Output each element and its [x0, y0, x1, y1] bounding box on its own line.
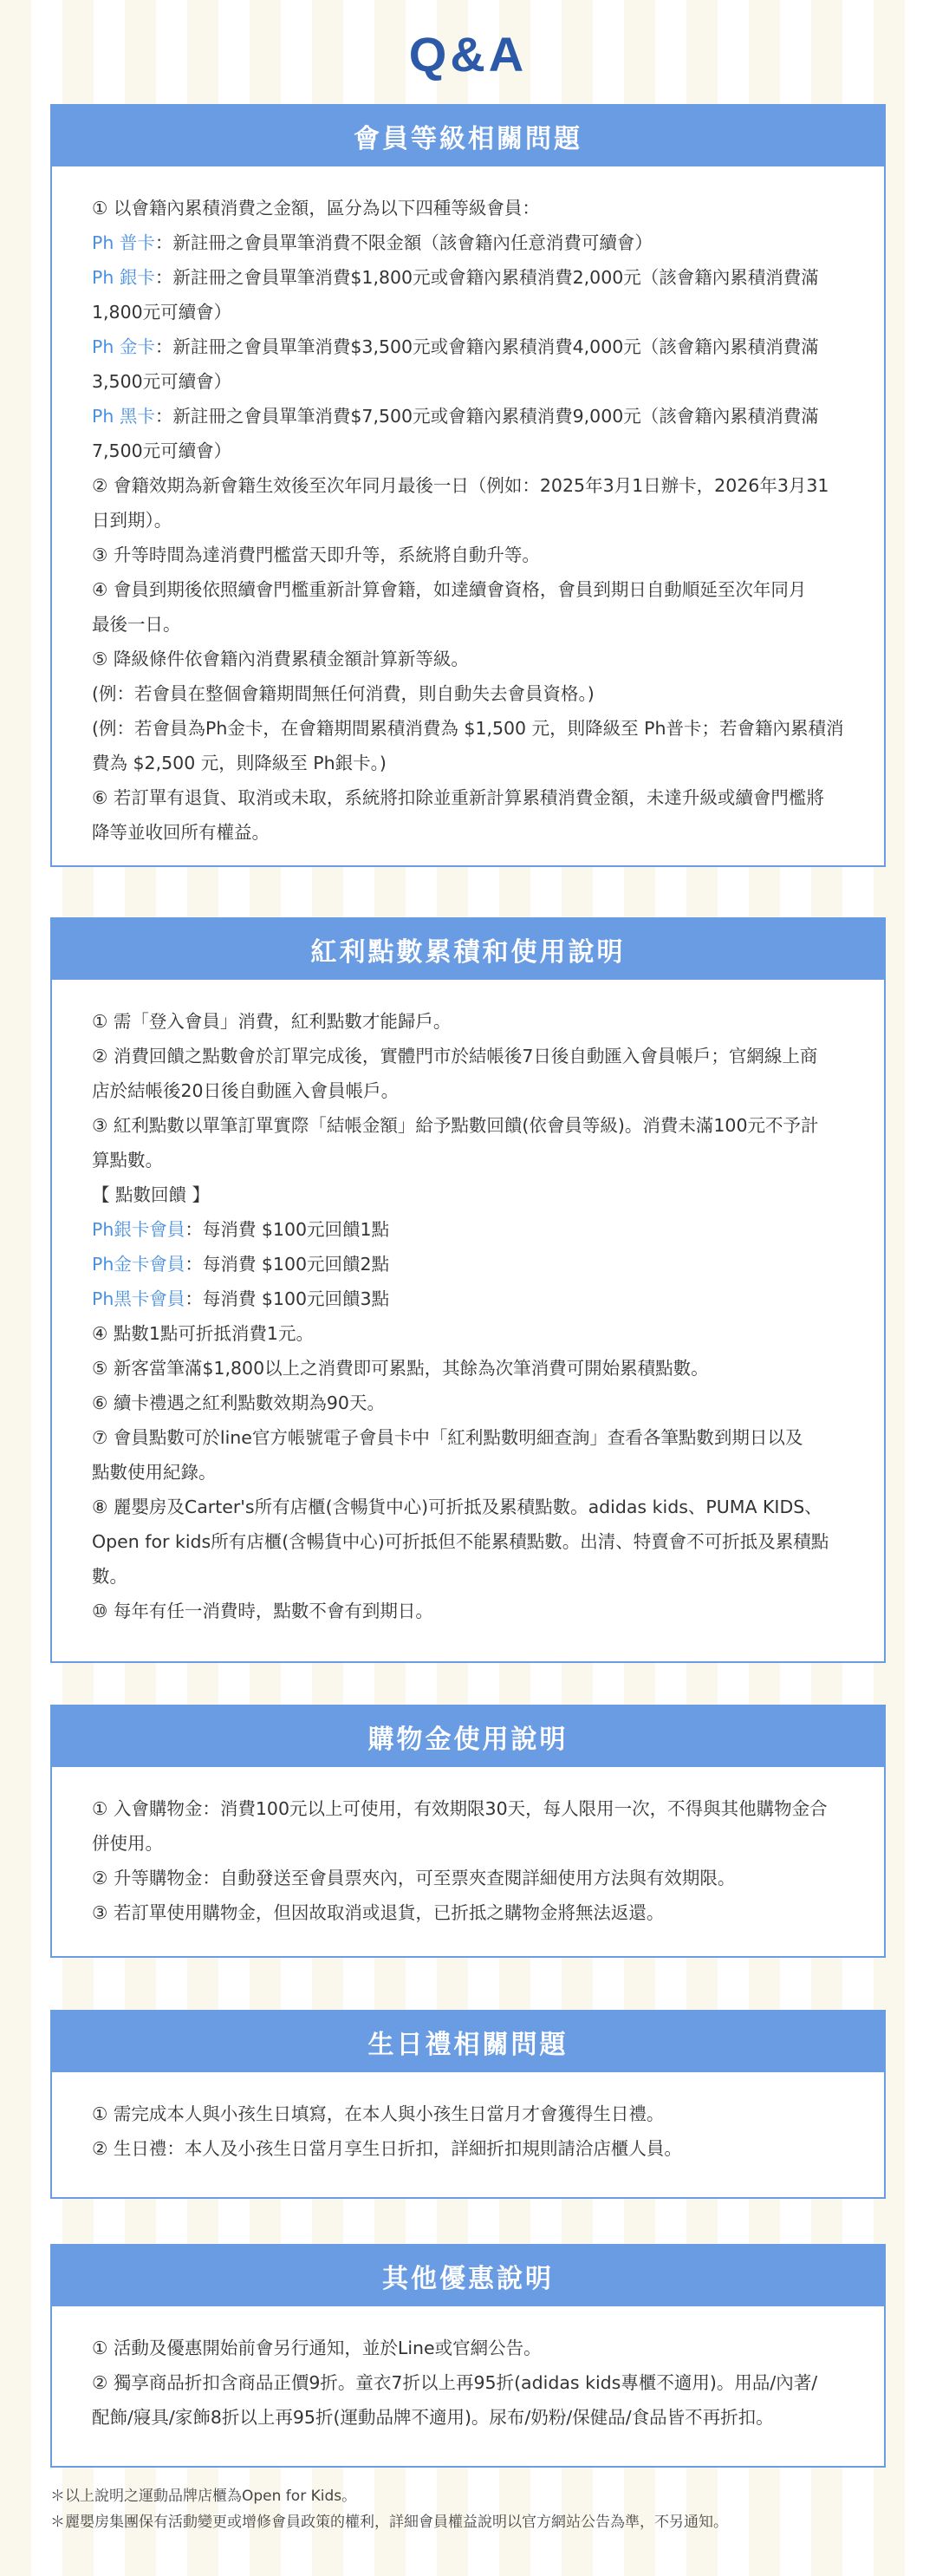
line-text: ：新註冊之會員單筆消費$1,800元或會籍內累積消費2,000元（該會籍內累積消費滿: [154, 267, 819, 288]
text-line: [92, 2365, 844, 2400]
tier-label: Ph 黑卡: [92, 406, 155, 427]
page-title: Q&A: [408, 27, 528, 82]
text-line: [92, 676, 844, 711]
line-text: ① 入會購物金：消費100元以上可使用，有效期限30天，每人限用一次，不得與其他購物金合: [92, 1798, 828, 1819]
line-text: ② 會籍效期為新會籍生效後至次年同月最後一日（例如：2025年3月1日辦卡，2026年3月31: [92, 475, 829, 496]
line-text: 併使用。: [92, 1833, 163, 1854]
line-text: ① 需「登入會員」消費，紅利點數才能歸戶。: [92, 1011, 452, 1032]
section-body: [52, 166, 884, 867]
footnotes: [50, 2483, 886, 2535]
section-body: [52, 2306, 884, 2452]
line-text: ② 升等購物金：自動發送至會員票夾內，可至票夾查閱詳細使用方法與有效期限。: [92, 1868, 736, 1888]
text-line: [92, 1420, 844, 1455]
section-shopping-credit: [50, 1705, 886, 1958]
line-text: ③ 紅利點數以單筆訂單實際「結帳金額」給予點數回饋(依會員等級)。消費未滿100元不予計: [92, 1115, 819, 1136]
line-text: ② 消費回饋之點數會於訂單完成後，實體門市於結帳後7日後自動匯入會員帳戶；官網線上商: [92, 1046, 818, 1066]
text-line: [92, 1524, 844, 1559]
text-line: [92, 815, 844, 850]
text-line: [92, 572, 844, 607]
tier-label: Ph 普卡: [92, 232, 155, 253]
text-line: [92, 2097, 844, 2131]
footnote: ＊以上說明之運動品牌店櫃為Open for Kids。: [50, 2488, 357, 2505]
text-line: [92, 607, 844, 642]
text-line: [92, 1594, 844, 1628]
text-line: [92, 329, 844, 364]
section-header: 購物金使用說明: [52, 1706, 884, 1767]
text-line: [92, 191, 844, 225]
line-text: ④ 點數1點可折抵消費1元。: [92, 1323, 314, 1344]
text-line: [92, 1455, 844, 1490]
text-line: [92, 1559, 844, 1594]
text-line: [92, 1004, 844, 1039]
line-text: ③ 若訂單使用購物金，但因故取消或退貨，已折抵之購物金將無法返還。: [92, 1902, 665, 1923]
tier-label: Ph 金卡: [92, 336, 155, 357]
section-membership-levels: [50, 104, 886, 867]
line-text: Open for kids所有店櫃(含暢貨中心)可折抵但不能累積點數。出清、特賣會不可折抵及累積點: [92, 1531, 829, 1552]
section-birthday-gift: [50, 2010, 886, 2199]
text-line: [92, 1212, 844, 1247]
line-text: ④ 會員到期後依照續會門檻重新計算會籍，如達續會資格，會員到期日自動順延至次年同月: [92, 579, 807, 600]
line-text: ⑥ 若訂單有退貨、取消或未取，系統將扣除並重新計算累積消費金額，未達升級或續會門檻將: [92, 787, 824, 808]
section-body: [52, 1767, 884, 1947]
text-line: [92, 1108, 844, 1143]
text-line: [92, 2331, 844, 2365]
line-text: ：新註冊之會員單筆消費不限金額（該會籍內任意消費可續會）: [154, 232, 653, 253]
section-body: [52, 2072, 884, 2183]
section-header: 生日禮相關問題: [52, 2012, 884, 2072]
line-text: ：每消費 $100元回饋1點: [185, 1219, 390, 1240]
tier-label: Ph銀卡會員: [92, 1219, 185, 1240]
text-line: [92, 260, 844, 295]
text-line: [92, 711, 844, 746]
line-text: ：每消費 $100元回饋2點: [185, 1254, 390, 1275]
line-text: 費為 $2,500 元，則降級至 Ph銀卡。): [92, 753, 387, 773]
text-line: [92, 1039, 844, 1073]
line-text: 配飾/寢具/家飾8折以上再95折(運動品牌不適用)。尿布/奶粉/保健品/食品皆不再折扣。: [92, 2407, 774, 2428]
line-text: ：新註冊之會員單筆消費$3,500元或會籍內累積消費4,000元（該會籍內累積消費滿: [154, 336, 819, 357]
text-line: [92, 1490, 844, 1524]
text-line: [92, 1861, 844, 1895]
line-text: ② 獨享商品折扣含商品正價9折。童衣7折以上再95折(adidas kids專櫃不適用)。用品/內著/: [92, 2372, 818, 2393]
line-text: 日到期）。: [92, 510, 172, 531]
section-header: 會員等級相關問題: [52, 106, 884, 166]
text-line: [92, 1316, 844, 1351]
text-line: [92, 434, 844, 468]
text-line: [92, 1791, 844, 1826]
footnote: ＊麗嬰房集團保有活動變更或增修會員政策的權利，詳細會員權益說明以官方網站公告為準，不另通知。: [50, 2514, 728, 2531]
text-line: [92, 1895, 844, 1930]
line-text: (例：若會員在整個會籍期間無任何消費，則自動失去會員資格。): [92, 683, 595, 704]
line-text: ① 需完成本人與小孩生日填寫，在本人與小孩生日當月才會獲得生日禮。: [92, 2103, 665, 2124]
line-text: (例：若會員為Ph金卡，在會籍期間累積消費為 $1,500 元，則降級至 Ph普卡；若會籍內累積消: [92, 718, 844, 739]
line-text: 【 點數回饋 】: [92, 1184, 211, 1205]
text-line: [92, 1177, 844, 1212]
text-line: [92, 503, 844, 538]
text-line: [92, 399, 844, 434]
text-line: [92, 1143, 844, 1177]
text-line: [92, 1386, 844, 1420]
text-line: [92, 468, 844, 503]
line-text: ① 活動及優惠開始前會另行通知，並於Line或官網公告。: [92, 2338, 542, 2358]
section-body: [52, 980, 884, 1646]
text-line: [92, 2400, 844, 2435]
line-text: 數。: [92, 1566, 127, 1587]
text-line: [92, 1281, 844, 1316]
line-text: ⑤ 降級條件依會籍內消費累積金額計算新等級。: [92, 649, 469, 669]
line-text: 算點數。: [92, 1150, 163, 1171]
line-text: ② 生日禮：本人及小孩生日當月享生日折扣，詳細折扣規則請洽店櫃人員。: [92, 2138, 682, 2159]
tier-label: Ph 銀卡: [92, 267, 155, 288]
section-header: 紅利點數累積和使用說明: [52, 919, 884, 980]
tier-label: Ph金卡會員: [92, 1254, 185, 1275]
line-text: ③ 升等時間為達消費門檻當天即升等，系統將自動升等。: [92, 545, 540, 565]
line-text: ① 以會籍內累積消費之金額，區分為以下四種等級會員：: [92, 198, 540, 218]
line-text: 1,800元可續會）: [92, 302, 232, 323]
text-line: [92, 1247, 844, 1281]
section-other-offers: [50, 2244, 886, 2468]
text-line: [92, 225, 844, 260]
line-text: 7,500元可續會）: [92, 440, 232, 461]
text-line: [92, 538, 844, 572]
line-text: ：新註冊之會員單筆消費$7,500元或會籍內累積消費9,000元（該會籍內累積消費滿: [154, 406, 819, 427]
line-text: 最後一日。: [92, 614, 181, 635]
text-line: [92, 364, 844, 399]
line-text: ⑥ 續卡禮遇之紅利點數效期為90天。: [92, 1392, 385, 1413]
line-text: 店於結帳後20日後自動匯入會員帳戶。: [92, 1080, 400, 1101]
line-text: ⑦ 會員點數可於line官方帳號電子會員卡中「紅利點數明細查詢」查看各筆點數到期日以及: [92, 1427, 803, 1448]
text-line: [92, 746, 844, 780]
text-line: [92, 642, 844, 676]
text-line: [92, 295, 844, 329]
line-text: 3,500元可續會）: [92, 371, 232, 392]
line-text: ⑩ 每年有任一消費時，點數不會有到期日。: [92, 1601, 433, 1621]
section-header: 其他優惠說明: [52, 2246, 884, 2306]
text-line: [92, 1351, 844, 1386]
line-text: 降等並收回所有權益。: [92, 822, 270, 843]
line-text: ⑧ 麗嬰房及Carter's所有店櫃(含暢貨中心)可折抵及累積點數。adidas kids、PUMA KIDS、: [92, 1497, 822, 1517]
text-line: [92, 1073, 844, 1108]
line-text: 點數使用紀錄。: [92, 1462, 217, 1483]
line-text: ：每消費 $100元回饋3點: [185, 1288, 390, 1309]
text-line: [92, 780, 844, 815]
text-line: [92, 2131, 844, 2166]
line-text: ⑤ 新客當筆滿$1,800以上之消費即可累點，其餘為次筆消費可開始累積點數。: [92, 1358, 709, 1379]
text-line: [92, 1826, 844, 1861]
section-bonus-points: [50, 917, 886, 1663]
tier-label: Ph黑卡會員: [92, 1288, 185, 1309]
